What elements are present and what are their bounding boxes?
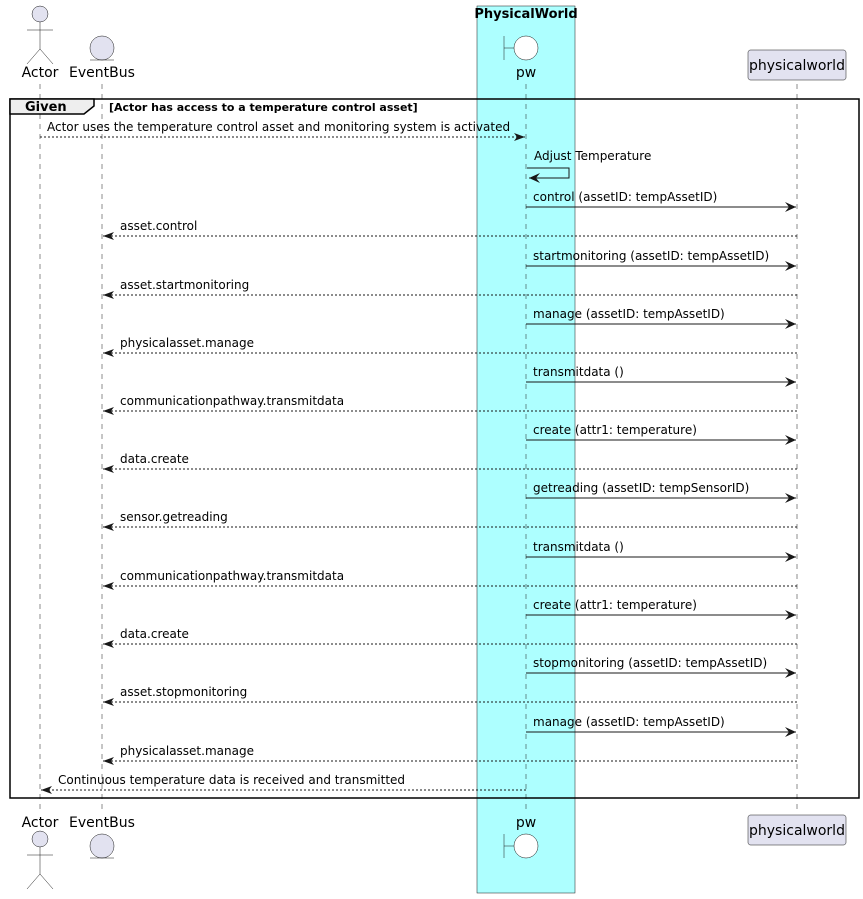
actor-icon-body xyxy=(27,22,53,64)
participant-name: physicalworld xyxy=(749,58,845,74)
participant-name: Actor xyxy=(21,815,59,831)
message-label: asset.stopmonitoring xyxy=(120,685,248,699)
participant-name: Actor xyxy=(21,65,59,81)
message-label: stopmonitoring (assetID: tempAssetID) xyxy=(533,656,768,670)
participant-actor-top xyxy=(22,6,59,81)
message-label: control (assetID: tempAssetID) xyxy=(533,190,718,204)
participant-name: pw xyxy=(515,815,537,831)
entity-icon xyxy=(90,834,114,858)
participant-eventbus-bottom xyxy=(69,815,135,858)
message xyxy=(40,120,525,137)
actor-icon-head xyxy=(32,831,48,847)
message xyxy=(103,627,797,644)
boundary-icon xyxy=(514,36,538,60)
message-label: communicationpathway.transmitdata xyxy=(120,394,345,408)
participant-name: EventBus xyxy=(69,65,135,81)
message-label: asset.startmonitoring xyxy=(120,278,250,292)
message-label: data.create xyxy=(120,627,189,641)
participant-name: physicalworld xyxy=(749,823,845,839)
message-label: physicalasset.manage xyxy=(120,336,254,350)
message xyxy=(41,773,526,790)
participant-name: pw xyxy=(515,65,537,81)
message xyxy=(103,744,797,761)
message-label: getreading (assetID: tempSensorID) xyxy=(533,481,750,495)
message-label: Continuous temperature data is received and transmitted xyxy=(58,773,406,787)
group-title: PhysicalWorld xyxy=(474,7,578,22)
message-label: manage (assetID: tempAssetID) xyxy=(533,307,725,321)
entity-icon xyxy=(90,36,114,60)
actor-icon-head xyxy=(32,6,48,22)
message xyxy=(103,336,797,353)
message-label: Actor uses the temperature control asset and monitoring system is activated xyxy=(47,120,511,134)
message-label: transmitdata () xyxy=(533,365,624,379)
message-label: physicalasset.manage xyxy=(120,744,254,758)
message-label: data.create xyxy=(120,452,189,466)
message-label: create (attr1: temperature) xyxy=(533,598,697,612)
participant-actor-bottom xyxy=(22,815,59,889)
message xyxy=(103,278,797,295)
fragment-condition: [Actor has access to a temperature control asset] xyxy=(109,101,418,114)
message-label: communicationpathway.transmitdata xyxy=(120,569,345,583)
message-label: sensor.getreading xyxy=(120,510,228,524)
message-label: startmonitoring (assetID: tempAssetID) xyxy=(533,249,770,263)
message xyxy=(103,510,797,527)
fragment-title: Given xyxy=(25,100,67,115)
participant-physicalworld-bottom xyxy=(748,815,846,845)
boundary-icon xyxy=(514,834,538,858)
message-label: Adjust Temperature xyxy=(534,149,652,163)
message-label: create (attr1: temperature) xyxy=(533,423,697,437)
message xyxy=(103,452,797,469)
message-label: manage (assetID: tempAssetID) xyxy=(533,715,725,729)
message-label: asset.control xyxy=(120,219,198,233)
messages xyxy=(40,120,797,790)
participant-name: EventBus xyxy=(69,815,135,831)
actor-icon-body xyxy=(27,847,53,889)
group-box xyxy=(477,6,575,893)
message-label: transmitdata () xyxy=(533,540,624,554)
message xyxy=(103,569,797,586)
message xyxy=(103,219,797,236)
participant-eventbus-top xyxy=(69,36,135,81)
message xyxy=(103,394,797,411)
message xyxy=(103,685,797,702)
participant-physicalworld-top xyxy=(748,50,846,80)
